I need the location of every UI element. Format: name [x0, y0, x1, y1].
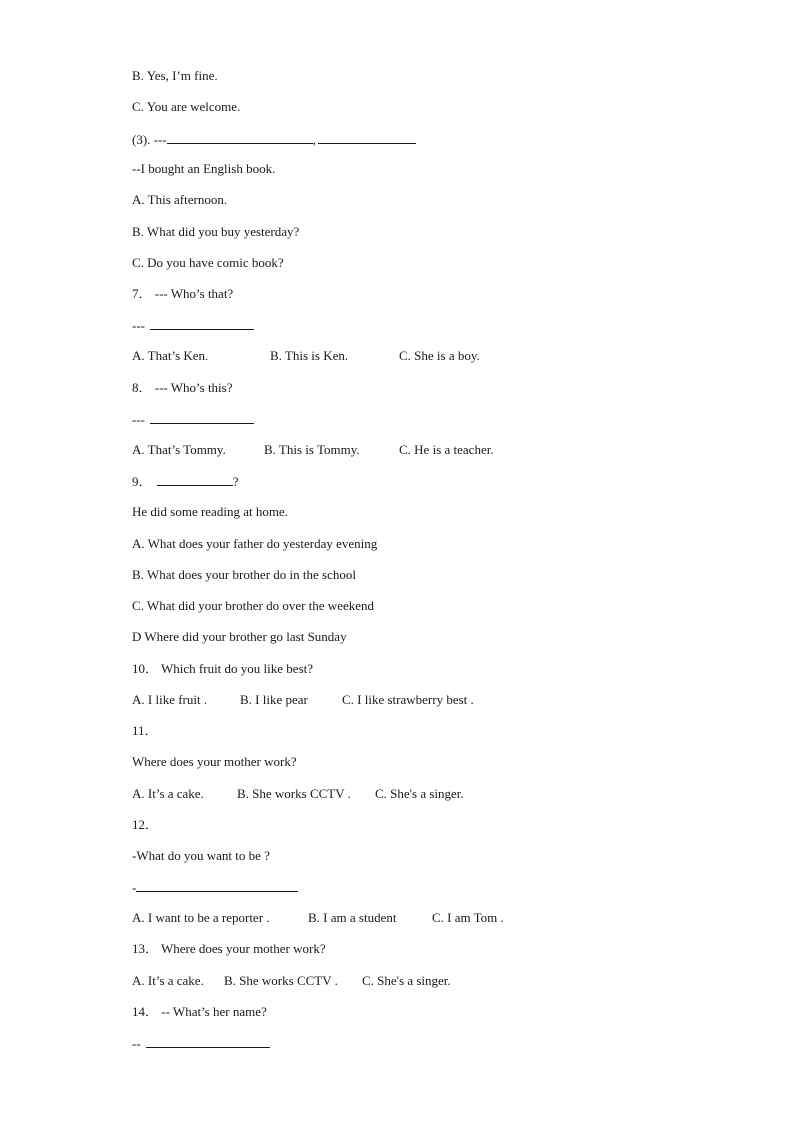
option-line: B. What did you buy yesterday? — [132, 224, 300, 239]
option-line: D Where did your brother go last Sunday — [132, 629, 347, 644]
option-c: C. She is a boy. — [399, 348, 480, 363]
option-a: A. That’s Tommy. — [132, 442, 226, 457]
option-b: B. She works CCTV . — [237, 786, 351, 801]
answer-blank — [150, 317, 254, 330]
option-a: A. I like fruit . — [132, 692, 208, 707]
option-c: C. I like strawberry best . — [342, 692, 474, 707]
option-a: A. It’s a cake. — [132, 786, 204, 801]
question-line — [132, 473, 239, 490]
option-c: C. She's a singer. — [375, 786, 464, 801]
question-line: 13． Where does your mother work? — [132, 941, 326, 956]
option-b: B. I like pear — [240, 692, 308, 707]
question-prefix: (3). --- — [132, 132, 167, 147]
options-row — [132, 973, 451, 989]
dialogue-line: --I bought an English book. — [132, 161, 276, 176]
option-line: B. Yes, I’m fine. — [132, 68, 218, 83]
question-line: 12． — [132, 817, 159, 832]
option-b: B. She works CCTV . — [224, 973, 338, 988]
dialogue-line: He did some reading at home. — [132, 504, 288, 519]
question-line: 14． -- What’s her name? — [132, 1004, 267, 1019]
option-line: A. This afternoon. — [132, 192, 228, 207]
answer-blank — [157, 473, 233, 486]
option-line: A. What does your father do yesterday evening — [132, 536, 378, 551]
question-line: 7． --- Who’s that? — [132, 286, 234, 301]
option-b: B. This is Tommy. — [264, 442, 360, 457]
dialogue-line: Where does your mother work? — [132, 754, 297, 769]
option-line: C. What did your brother do over the weekend — [132, 598, 374, 613]
option-a: A. That’s Ken. — [132, 348, 209, 363]
question-line: 11． — [132, 723, 158, 738]
options-row — [132, 692, 474, 708]
answer-line — [132, 1035, 270, 1052]
answer-blank — [150, 411, 254, 424]
option-a: A. I want to be a reporter . — [132, 910, 270, 925]
separator: , — [312, 132, 316, 147]
option-line: C. Do you have comic book? — [132, 255, 284, 270]
option-c: C. He is a teacher. — [399, 442, 494, 457]
answer-blank — [318, 131, 416, 144]
answer-prefix: --- — [132, 318, 145, 333]
option-a: A. It’s a cake. — [132, 973, 204, 988]
answer-blank — [146, 1035, 270, 1048]
answer-blank — [167, 131, 313, 144]
answer-prefix: - — [132, 880, 137, 895]
dialogue-line: -What do you want to be ? — [132, 848, 270, 863]
question-line: 10． Which fruit do you like best? — [132, 661, 314, 676]
answer-line — [132, 411, 254, 428]
option-line: B. What does your brother do in the school — [132, 567, 356, 582]
option-c: C. I am Tom . — [432, 910, 504, 925]
question-mark: ? — [232, 474, 239, 489]
options-row — [132, 910, 504, 926]
option-line: C. You are welcome. — [132, 99, 241, 114]
answer-blank — [136, 879, 298, 892]
option-c: C. She's a singer. — [362, 973, 451, 988]
answer-prefix: --- — [132, 412, 145, 427]
options-row — [132, 348, 480, 364]
option-b: B. This is Ken. — [270, 348, 349, 363]
question-line: 8． --- Who’s this? — [132, 380, 233, 395]
option-b: B. I am a student — [308, 910, 397, 925]
answer-prefix: -- — [132, 1036, 141, 1051]
answer-line — [132, 879, 298, 896]
question-number: 9． — [132, 474, 152, 489]
question-line — [132, 131, 416, 148]
options-row — [132, 442, 494, 458]
options-row — [132, 786, 464, 802]
answer-line — [132, 317, 254, 334]
